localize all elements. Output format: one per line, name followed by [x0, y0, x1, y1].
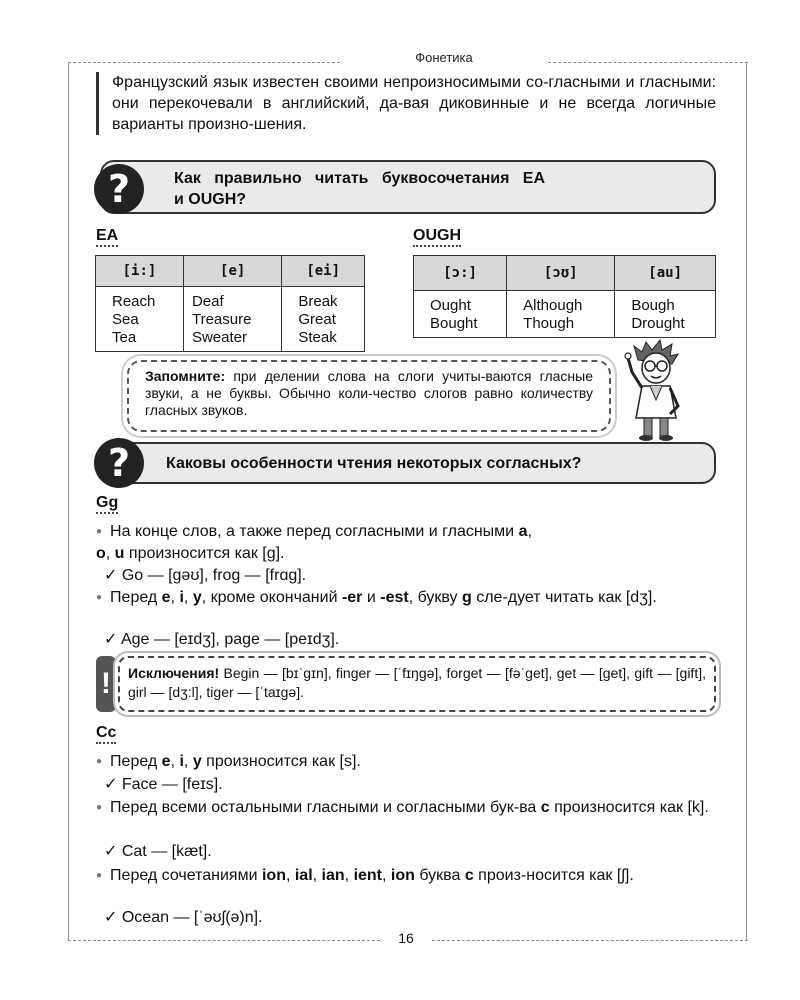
ea-cell — [183, 287, 281, 352]
gg-rule-1: ● На конце слов, а также перед согласными и гласными a, o, u произносится как [g]. — [96, 522, 716, 564]
ough-word: Drought — [631, 315, 685, 332]
exceptions-note — [118, 656, 716, 712]
question-line-2: и OUGH? — [174, 191, 247, 208]
cc-example-1: ✓ Face — [feɪs]. — [104, 776, 223, 793]
question-banner-consonants — [100, 442, 716, 484]
ough-label: OUGH — [413, 227, 461, 247]
ea-label: EA — [96, 227, 118, 247]
ea-table — [95, 255, 365, 352]
ough-word: Though — [523, 315, 575, 332]
ough-word: Ought — [430, 297, 471, 314]
ea-header-i: [i:] — [96, 256, 184, 287]
question-mark-icon: ? — [94, 164, 144, 214]
intro-paragraph: Французский язык известен своими непроизносимыми со-гласными и гласными: они перекочевали в английский, да-вая диковинные и не всегда логичные варианты произно-шения. — [96, 72, 716, 135]
ough-table — [413, 255, 716, 338]
cc-example-2: ✓ Cat — [kæt]. — [104, 843, 212, 860]
ea-word: Sea — [112, 311, 139, 328]
ea-word: Steak — [298, 329, 337, 346]
frame-left-line — [68, 62, 69, 940]
frame-top-right-line — [548, 62, 748, 63]
ea-word: Great — [298, 311, 336, 328]
frame-bottom-left-line — [68, 940, 380, 941]
frame-bottom-right-line — [432, 940, 748, 941]
page-number: 16 — [398, 930, 414, 946]
ough-word: Although — [523, 297, 583, 314]
cc-rule-2: ● Перед всеми остальными гласными и согласными бук-ва c произносится как [k]. — [96, 798, 716, 820]
frame-top-left-line — [68, 62, 340, 63]
cc-example-3: ✓ Ocean — [ˈəʊʃ(ə)n]. — [104, 909, 263, 926]
exceptions-text: Begin — [bɪˈgɪn], finger — [ˈfɪŋgə], forget — [fəˈget], get — [get], gift — [gift], girl — [dʒ:l], tiger — [ˈtaɪgə]. — [128, 665, 706, 700]
ea-word: Reach — [112, 293, 156, 310]
ough-header-o: [ɔ:] — [414, 256, 507, 291]
exceptions-lead: Исключения! — [128, 665, 220, 681]
question-text — [174, 168, 694, 210]
cc-label: Cc — [96, 724, 116, 744]
cc-rule-1: ● Перед e, i, y произносится как [s]. — [96, 752, 716, 774]
gg-example-2: ✓ Age — [eɪdʒ], page — [peɪdʒ]. — [104, 631, 340, 648]
ea-word: Tea — [112, 329, 137, 346]
remember-text: при делении слова на слоги учиты-ваются гласные звуки, а не буквы. Обычно коли-чество слогов равно количеству гласных звуков. — [145, 368, 593, 418]
cc-rule-3: ● Перед сочетаниями ion, ial, ian, ient, ion буква c произ-носится как [ʃ]. — [96, 866, 716, 888]
ough-header-ou: [ɔʊ] — [507, 256, 615, 291]
ea-word: Treasure — [191, 311, 252, 328]
ea-word: Sweater — [191, 329, 247, 346]
exclamation-icon: ! — [96, 656, 116, 712]
page-title: Фонетика — [415, 50, 473, 65]
ough-word: Bought — [430, 315, 478, 332]
ough-cell — [615, 291, 716, 338]
ea-word: Deaf — [191, 293, 224, 310]
gg-example-1: ✓ Go — [gəʊ], frog — [frɑg]. — [104, 567, 307, 584]
ough-word: Bough — [631, 297, 675, 314]
ea-header-ei: [ei] — [282, 256, 365, 287]
gg-label: Gg — [96, 494, 118, 514]
ea-header-e: [e] — [183, 256, 281, 287]
ough-header-au: [au] — [615, 256, 716, 291]
question-banner-ea-ough — [100, 160, 716, 214]
remember-lead: Запомните: — [145, 368, 226, 384]
ea-cell — [96, 287, 184, 352]
remember-note — [127, 360, 611, 432]
ea-cell — [282, 287, 365, 352]
question-line-1: Как правильно читать буквосочетания EA — [174, 170, 545, 187]
question-mark-icon: ? — [94, 438, 144, 488]
ea-word: Break — [298, 293, 338, 310]
professor-illustration — [620, 338, 690, 442]
question-text: Каковы особенности чтения некоторых согласных? — [166, 455, 582, 472]
gg-rule-2: ● Перед e, i, y, кроме окончаний -er и -est, букву g сле-дует читать как [dʒ]. — [96, 588, 716, 610]
ough-cell — [414, 291, 507, 338]
frame-right-line — [746, 62, 747, 940]
ough-cell — [507, 291, 615, 338]
